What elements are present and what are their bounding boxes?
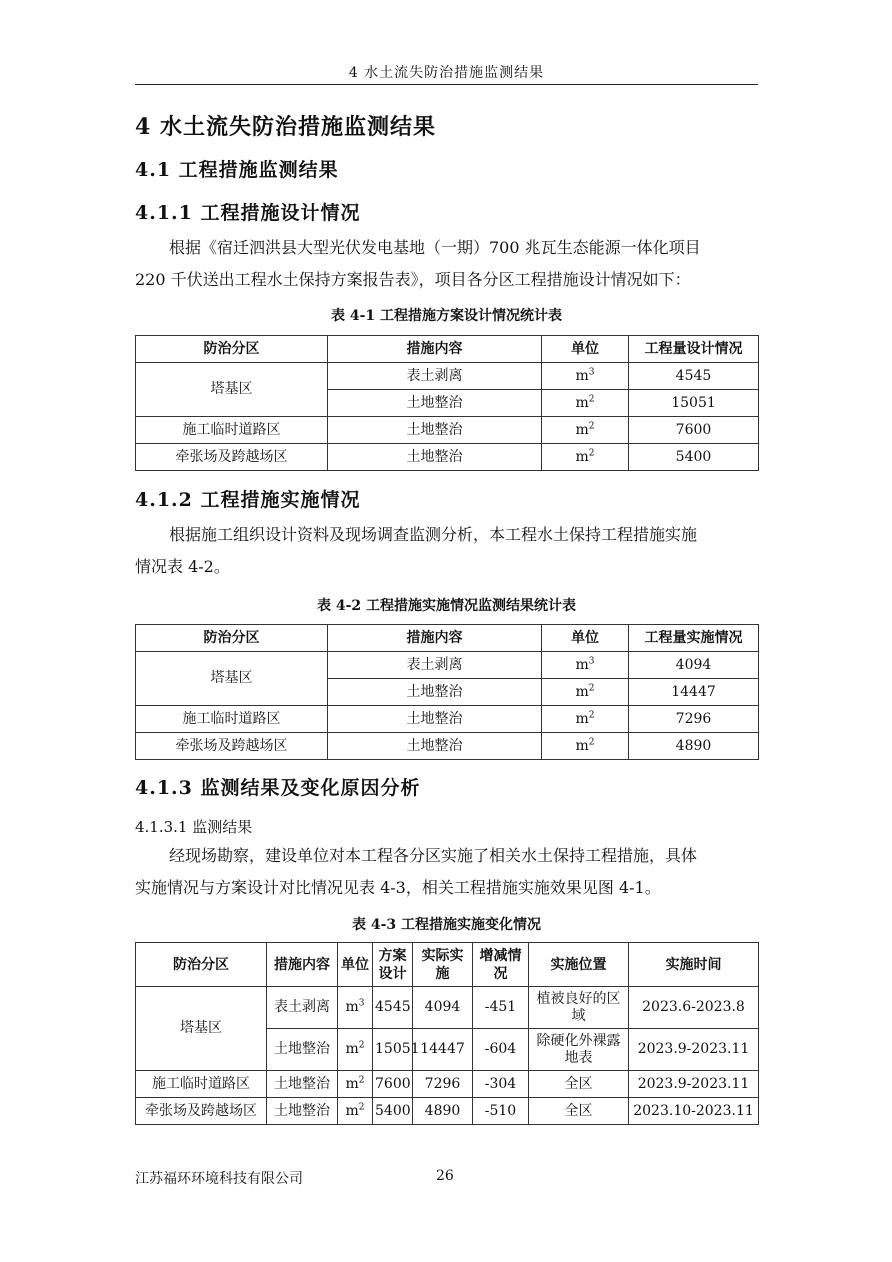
header-rule (135, 84, 758, 85)
header-cell: 单位 (542, 625, 629, 652)
section-heading-4-1: 4.1 工程措施监测结果 (135, 159, 339, 181)
measure-cell: 土地整治 (267, 1071, 338, 1098)
table-header-row (136, 625, 759, 652)
zone-cell: 施工临时道路区 (136, 417, 328, 444)
paragraph-line: 经现场勘察，建设单位对本工程各分区实施了相关水土保持工程措施，具体 (169, 846, 698, 865)
unit-cell: $m^3$ (542, 652, 629, 679)
zone-cell: 施工临时道路区 (136, 706, 328, 733)
section-heading-4-1-1: 4.1.1 工程措施设计情况 (135, 202, 361, 224)
table-row (136, 706, 759, 733)
header-cell: 防治分区 (136, 625, 328, 652)
table-4-1-caption: 表 4-1 工程措施方案设计情况统计表 (330, 308, 563, 324)
measure-cell: 表土剥离 (328, 652, 542, 679)
zone-cell: 施工临时道路区 (136, 1071, 267, 1098)
plan-cell: 15051 (373, 1029, 413, 1071)
measure-cell: 土地整治 (328, 733, 542, 760)
measure-cell: 土地整治 (267, 1029, 338, 1071)
time-cell: 2023.9-2023.11 (629, 1029, 759, 1071)
header-cell: 方案设计 (373, 943, 413, 987)
zone-cell: 牵张场及跨越场区 (136, 1098, 267, 1125)
header-cell: 单位 (338, 943, 373, 987)
plan-cell: 7600 (373, 1071, 413, 1098)
header-cell: 防治分区 (136, 943, 267, 987)
value-cell: 14447 (629, 679, 759, 706)
value-cell: 4094 (629, 652, 759, 679)
location-cell: 除硬化外裸露地表 (529, 1029, 629, 1071)
plan-cell: 4545 (373, 987, 413, 1029)
paragraph-implementation-intro (135, 519, 758, 583)
section-heading-4-1-3: 4.1.3 监测结果及变化原因分析 (135, 777, 421, 799)
unit-cell: $m^2$ (542, 390, 629, 417)
measure-cell: 土地整治 (328, 706, 542, 733)
time-cell: 2023.10-2023.11 (629, 1098, 759, 1125)
unit-cell: $m^2$ (542, 706, 629, 733)
header-cell: 工程量设计情况 (629, 336, 759, 363)
page-number: 26 (436, 1168, 454, 1184)
paragraph-line: 根据施工组织设计资料及现场调查监测分析，本工程水土保持工程措施实施 (169, 525, 698, 544)
measure-cell: 土地整治 (328, 390, 542, 417)
table-row (136, 363, 759, 390)
subsection-heading-4-1-3-1: 4.1.3.1 监测结果 (135, 818, 253, 836)
measure-cell: 土地整治 (267, 1098, 338, 1125)
unit-cell: $m^3$ (542, 363, 629, 390)
table-header-row (136, 943, 759, 987)
table-4-2-caption: 表 4-2 工程措施实施情况监测结果统计表 (316, 598, 577, 614)
table-row (136, 1071, 759, 1098)
header-cell: 防治分区 (136, 336, 328, 363)
value-cell: 7296 (629, 706, 759, 733)
paragraph-monitoring-results (135, 840, 758, 904)
zone-cell: 塔基区 (136, 652, 328, 706)
paragraph-line: 根据《宿迁泗洪县大型光伏发电基地（一期）700 兆瓦生态能源一体化项目 (169, 238, 701, 257)
header-cell: 措施内容 (328, 625, 542, 652)
header-cell: 工程量实施情况 (629, 625, 759, 652)
measure-cell: 表土剥离 (267, 987, 338, 1029)
table-row (136, 417, 759, 444)
value-cell: 4545 (629, 363, 759, 390)
header-cell: 增减情况 (473, 943, 529, 987)
unit-cell: $m^2$ (338, 1071, 373, 1098)
table-4-3 (135, 942, 759, 1125)
change-cell: -304 (473, 1071, 529, 1098)
time-cell: 2023.6-2023.8 (629, 987, 759, 1029)
location-cell: 全区 (529, 1071, 629, 1098)
measure-cell: 土地整治 (328, 417, 542, 444)
actual-cell: 14447 (413, 1029, 473, 1071)
table-header-row (136, 336, 759, 363)
paragraph-line: 情况表 4-2。 (135, 557, 230, 576)
actual-cell: 4094 (413, 987, 473, 1029)
paragraph-line: 220 千伏送出工程水土保持方案报告表》，项目各分区工程措施设计情况如下： (135, 270, 691, 289)
zone-cell: 塔基区 (136, 363, 328, 417)
header-cell: 实施时间 (629, 943, 759, 987)
unit-cell: $m^2$ (338, 1029, 373, 1071)
plan-cell: 5400 (373, 1098, 413, 1125)
paragraph-design-intro (135, 232, 758, 296)
table-row (136, 733, 759, 760)
actual-cell: 7296 (413, 1071, 473, 1098)
measure-cell: 表土剥离 (328, 363, 542, 390)
actual-cell: 4890 (413, 1098, 473, 1125)
chapter-title: 4 水土流失防治措施监测结果 (135, 114, 436, 140)
unit-cell: $m^2$ (542, 733, 629, 760)
table-row (136, 652, 759, 679)
header-cell: 实施位置 (529, 943, 629, 987)
value-cell: 5400 (629, 444, 759, 471)
change-cell: -604 (473, 1029, 529, 1071)
location-cell: 植被良好的区域 (529, 987, 629, 1029)
running-header: 4 水土流失防治措施监测结果 (348, 65, 545, 81)
zone-cell: 牵张场及跨越场区 (136, 444, 328, 471)
table-row (136, 444, 759, 471)
measure-cell: 土地整治 (328, 444, 542, 471)
header-cell: 措施内容 (328, 336, 542, 363)
table-row (136, 1098, 759, 1125)
zone-cell: 牵张场及跨越场区 (136, 733, 328, 760)
section-heading-4-1-2: 4.1.2 工程措施实施情况 (135, 489, 361, 511)
table-4-2 (135, 624, 759, 760)
change-cell: -510 (473, 1098, 529, 1125)
table-row (136, 987, 759, 1029)
unit-cell: $m^2$ (542, 679, 629, 706)
unit-cell: $m^3$ (338, 987, 373, 1029)
change-cell: -451 (473, 987, 529, 1029)
value-cell: 7600 (629, 417, 759, 444)
unit-cell: $m^2$ (542, 417, 629, 444)
unit-cell: $m^2$ (542, 444, 629, 471)
table-4-3-caption: 表 4-3 工程措施实施变化情况 (351, 917, 542, 933)
zone-cell: 塔基区 (136, 987, 267, 1071)
unit-cell: $m^2$ (338, 1098, 373, 1125)
measure-cell: 土地整治 (328, 679, 542, 706)
table-4-1 (135, 335, 759, 471)
header-cell: 实际实施 (413, 943, 473, 987)
value-cell: 15051 (629, 390, 759, 417)
paragraph-line: 实施情况与方案设计对比情况见表 4-3，相关工程措施实施效果见图 4-1。 (135, 878, 661, 897)
value-cell: 4890 (629, 733, 759, 760)
header-cell: 措施内容 (267, 943, 338, 987)
location-cell: 全区 (529, 1098, 629, 1125)
header-cell: 单位 (542, 336, 629, 363)
time-cell: 2023.9-2023.11 (629, 1071, 759, 1098)
footer-company: 江苏福环环境科技有限公司 (135, 1171, 303, 1187)
